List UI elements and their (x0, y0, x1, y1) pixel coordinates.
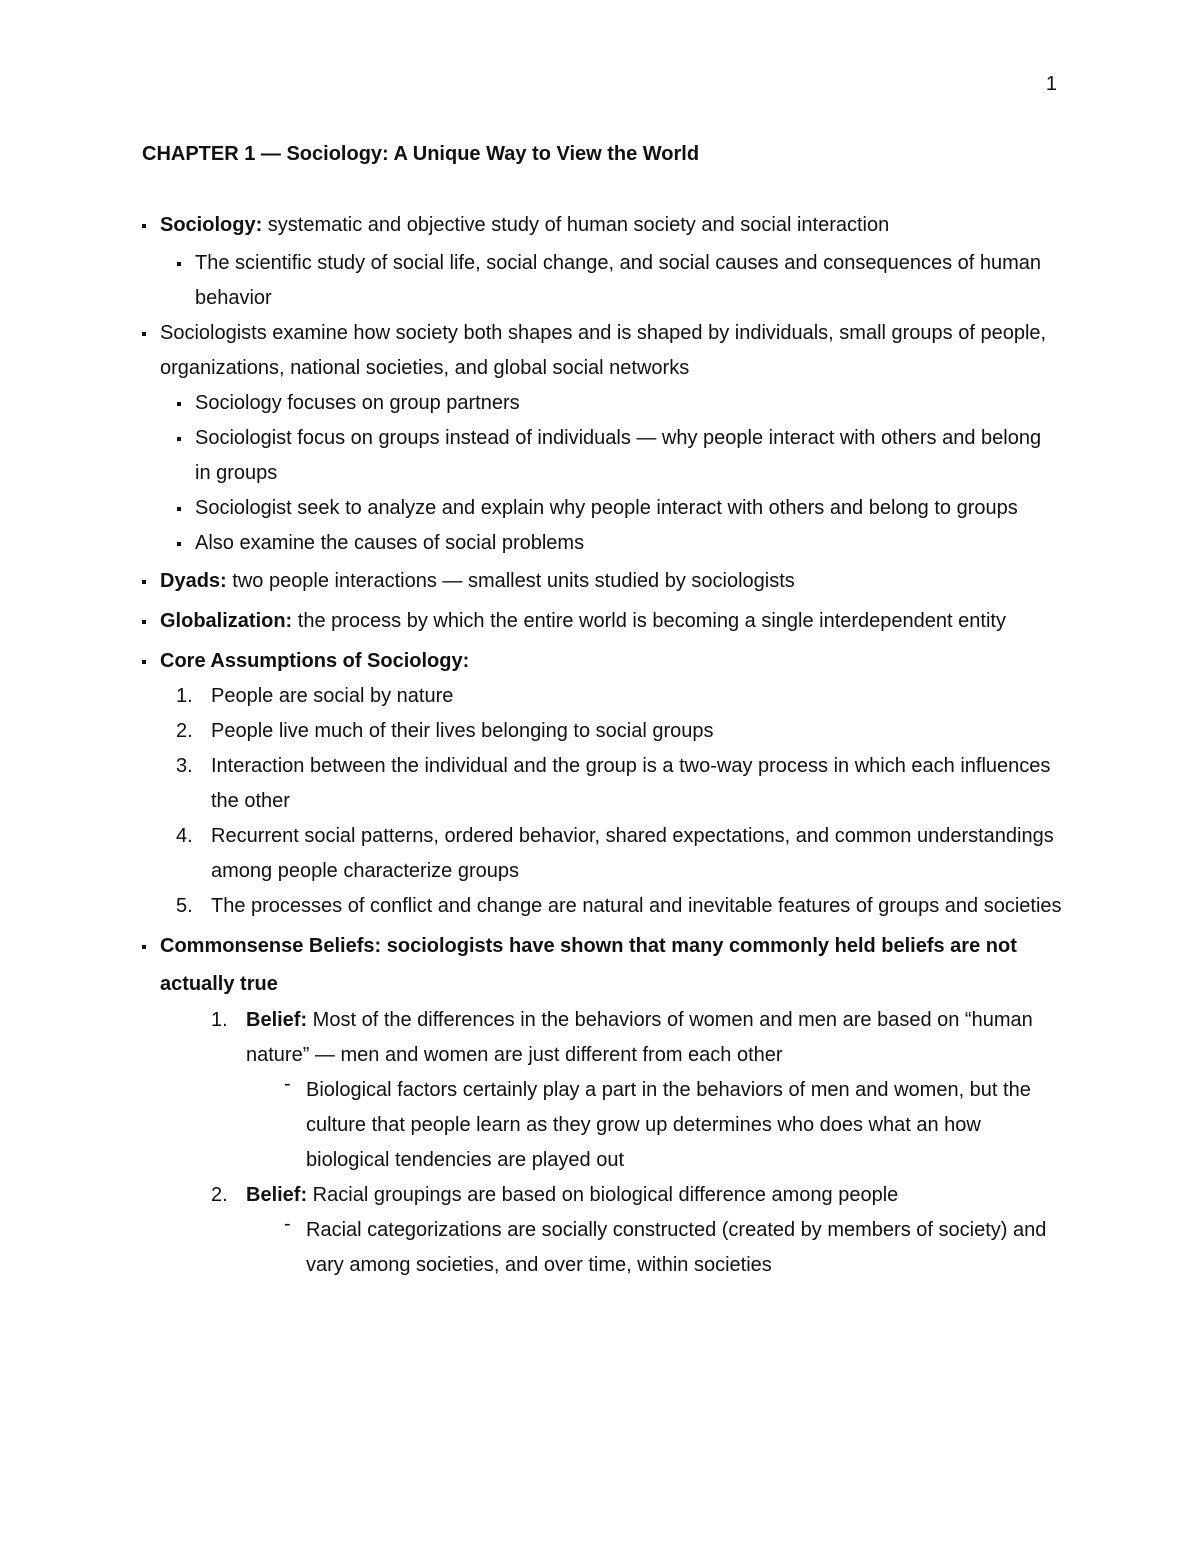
chapter-title: CHAPTER 1 — Sociology: A Unique Way to View the World (142, 143, 700, 165)
list-item-examine (142, 316, 1062, 386)
list-number: 4. (176, 825, 193, 847)
belief-text: Racial groupings are based on biological difference among people (307, 1184, 899, 1206)
list-item-globalization (142, 604, 1062, 639)
belief-item (142, 1178, 1062, 1213)
list-number: 5. (176, 895, 193, 917)
belief-item (142, 1003, 1062, 1073)
list-item-sociology-sub (142, 246, 1062, 316)
bullet-icon (177, 507, 181, 511)
list-item-core-assumptions (142, 644, 1062, 679)
numbered-item (142, 679, 1062, 714)
list-item-examine-sub (142, 491, 1062, 526)
list-item-dyads (142, 564, 1062, 599)
term-globalization: Globalization: (160, 610, 293, 632)
term-dyads: Dyads: (160, 570, 227, 592)
list-number: 1. (211, 1009, 228, 1031)
list-number: 3. (176, 755, 193, 777)
list-item-text: Also examine the causes of social problems (195, 532, 585, 554)
numbered-item (142, 749, 1062, 819)
list-item-examine-sub (142, 421, 1062, 491)
bullet-icon (142, 580, 146, 584)
belief-label: Belief: (246, 1009, 308, 1031)
belief-sub-item (142, 1213, 1062, 1283)
numbered-item (142, 889, 1062, 924)
bullet-icon (142, 660, 146, 664)
term-commonsense: Commonsense Beliefs: sociologists have shown that many commonly held beliefs are not actually true (160, 935, 1017, 995)
list-number: 1. (176, 685, 193, 707)
list-item-text: The processes of conflict and change are natural and inevitable features of groups and societies (211, 895, 1062, 917)
list-item-text: Interaction between the individual and the group is a two-way process in which each influences the other (211, 755, 1051, 812)
definition-globalization: the process by which the entire world is becoming a single interdependent entity (292, 610, 1006, 632)
dash-marker: - (284, 1073, 291, 1095)
list-item-text: Sociology focuses on group partners (195, 392, 520, 414)
list-item-text: The scientific study of social life, social change, and social causes and consequences of human behavior (195, 252, 1042, 309)
numbered-item (142, 714, 1062, 749)
dash-marker: - (284, 1213, 291, 1235)
list-item-examine-sub (142, 526, 1062, 561)
bullet-icon (142, 945, 146, 949)
belief-sub-item (142, 1073, 1062, 1178)
list-item-sociology (142, 208, 1062, 243)
bullet-icon (177, 262, 181, 266)
bullet-icon (177, 437, 181, 441)
bullet-icon (142, 620, 146, 624)
definition-dyads: two people interactions — smallest units studied by sociologists (226, 570, 795, 592)
list-number: 2. (211, 1184, 228, 1206)
term-core-assumptions: Core Assumptions of Sociology: (160, 650, 470, 672)
list-item-text: People live much of their lives belonging to social groups (211, 720, 714, 742)
page-number: 1 (1045, 73, 1057, 95)
bullet-icon (142, 332, 146, 336)
term-sociology: Sociology: (160, 214, 263, 236)
bullet-icon (177, 542, 181, 546)
definition-sociology: systematic and objective study of human society and social interaction (262, 214, 890, 236)
list-item-text: Racial categorizations are socially constructed (created by members of society) and vary among societies, and over time, within societies (306, 1219, 1047, 1276)
list-number: 2. (176, 720, 193, 742)
list-item-text: Sociologist seek to analyze and explain why people interact with others and belong to groups (195, 497, 1018, 519)
list-item-text: Recurrent social patterns, ordered behavior, shared expectations, and common understandings among people characterize groups (211, 825, 1054, 882)
numbered-item (142, 819, 1062, 889)
bullet-icon (177, 402, 181, 406)
list-item-commonsense (142, 927, 1062, 1003)
list-item-text: Sociologists examine how society both shapes and is shaped by individuals, small groups of people, organizations, national societies, and global social networks (160, 322, 1047, 379)
list-item-examine-sub (142, 386, 1062, 421)
list-item-text: Sociologist focus on groups instead of individuals — why people interact with others and belong in groups (195, 427, 1042, 484)
belief-label: Belief: (246, 1184, 308, 1206)
notes-body (142, 208, 1062, 1283)
belief-text: Most of the differences in the behaviors of women and men are based on “human nature” — men and women are just different from each other (246, 1009, 1033, 1066)
list-item-text: People are social by nature (211, 685, 454, 707)
bullet-icon (142, 224, 146, 228)
list-item-text: Biological factors certainly play a part in the behaviors of men and women, but the culture that people learn as they grow up determines who does what an how biological tendencies are played out (306, 1079, 1031, 1171)
